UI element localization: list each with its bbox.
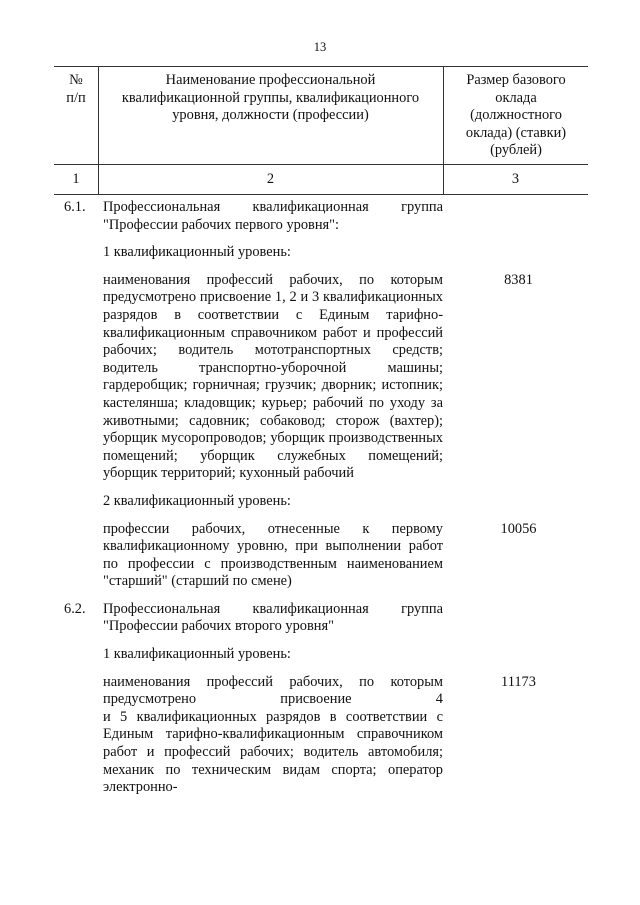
group-row xyxy=(54,601,588,636)
level-row xyxy=(54,521,588,591)
table-top-border xyxy=(54,66,588,67)
table-header xyxy=(54,66,588,194)
level-label: 1 квалификационный уровень: xyxy=(103,646,291,663)
header-num: № п/п xyxy=(66,72,86,106)
column-number-1: 1 xyxy=(72,171,80,187)
table-body xyxy=(54,199,588,797)
group-number: 6.2. xyxy=(64,600,86,617)
column-numbers-divider xyxy=(54,194,588,195)
level-row xyxy=(54,674,588,797)
level-label: 1 квалификационный уровень: xyxy=(103,244,291,261)
group-title: Профессиональная квалификационная группа "Профессии рабочих первого уровня": xyxy=(103,199,443,233)
level-label-row xyxy=(54,646,588,664)
salary-value: 11173 xyxy=(501,673,536,690)
column-number-2: 2 xyxy=(266,171,275,187)
group-title: Профессиональная квалификационная группа "Профессии рабочих второго уровня" xyxy=(103,600,443,635)
salary-value: 10056 xyxy=(500,520,537,537)
column-number-3: 3 xyxy=(511,171,520,187)
header-salary: Размер базового оклада (должностного оклада) (ставки) (рублей) xyxy=(465,72,567,159)
level-description-part1: наименования профессий рабочих, по которым предусмотрено присвоение 4 xyxy=(103,673,443,708)
level-label-row xyxy=(54,493,588,511)
page-number: 13 xyxy=(313,40,327,54)
level-description-part2: и 5 квалификационных разрядов в соответствии с Единым тарифно-квалификационным справочником работ и профессий рабочих; водитель автомобиля; механик по техническим видам спорта; оператор электронно- xyxy=(103,708,443,796)
salary-value: 8381 xyxy=(504,271,533,288)
level-label-row xyxy=(54,244,588,262)
level-label: 2 квалификационный уровень: xyxy=(103,492,291,509)
group-row xyxy=(54,199,588,234)
level-description: наименования профессий рабочих, по которым предусмотрено присвоение 1, 2 и 3 квалификационных разрядов в соответствии с Единым тарифно-квалификационным справочником работ и профессий рабочих; водитель мототранспортных средств; водитель транспортно-уборочной машины; гардеробщик; горничная; грузчик; дворник; истопник; кастелянша; кладовщик; курьер; рабочий по уходу за животными; садовник; собаковод; сторож (вахтер); уборщик мусоропроводов; уборщик производственных помещений; уборщик служебных помещений; уборщик территорий; кухонный рабочий xyxy=(103,271,443,482)
group-number: 6.1. xyxy=(64,199,86,215)
level-description: профессии рабочих, отнесенные к первому квалификационному уровню, при выполнении работ по профессии с производственным наименованием "старший" (старший по смене) xyxy=(103,520,443,590)
level-row xyxy=(54,272,588,483)
header-divider xyxy=(54,164,588,165)
header-name: Наименование профессиональной квалификационной группы, квалификационного уровня, должности (профессии) xyxy=(121,72,420,124)
